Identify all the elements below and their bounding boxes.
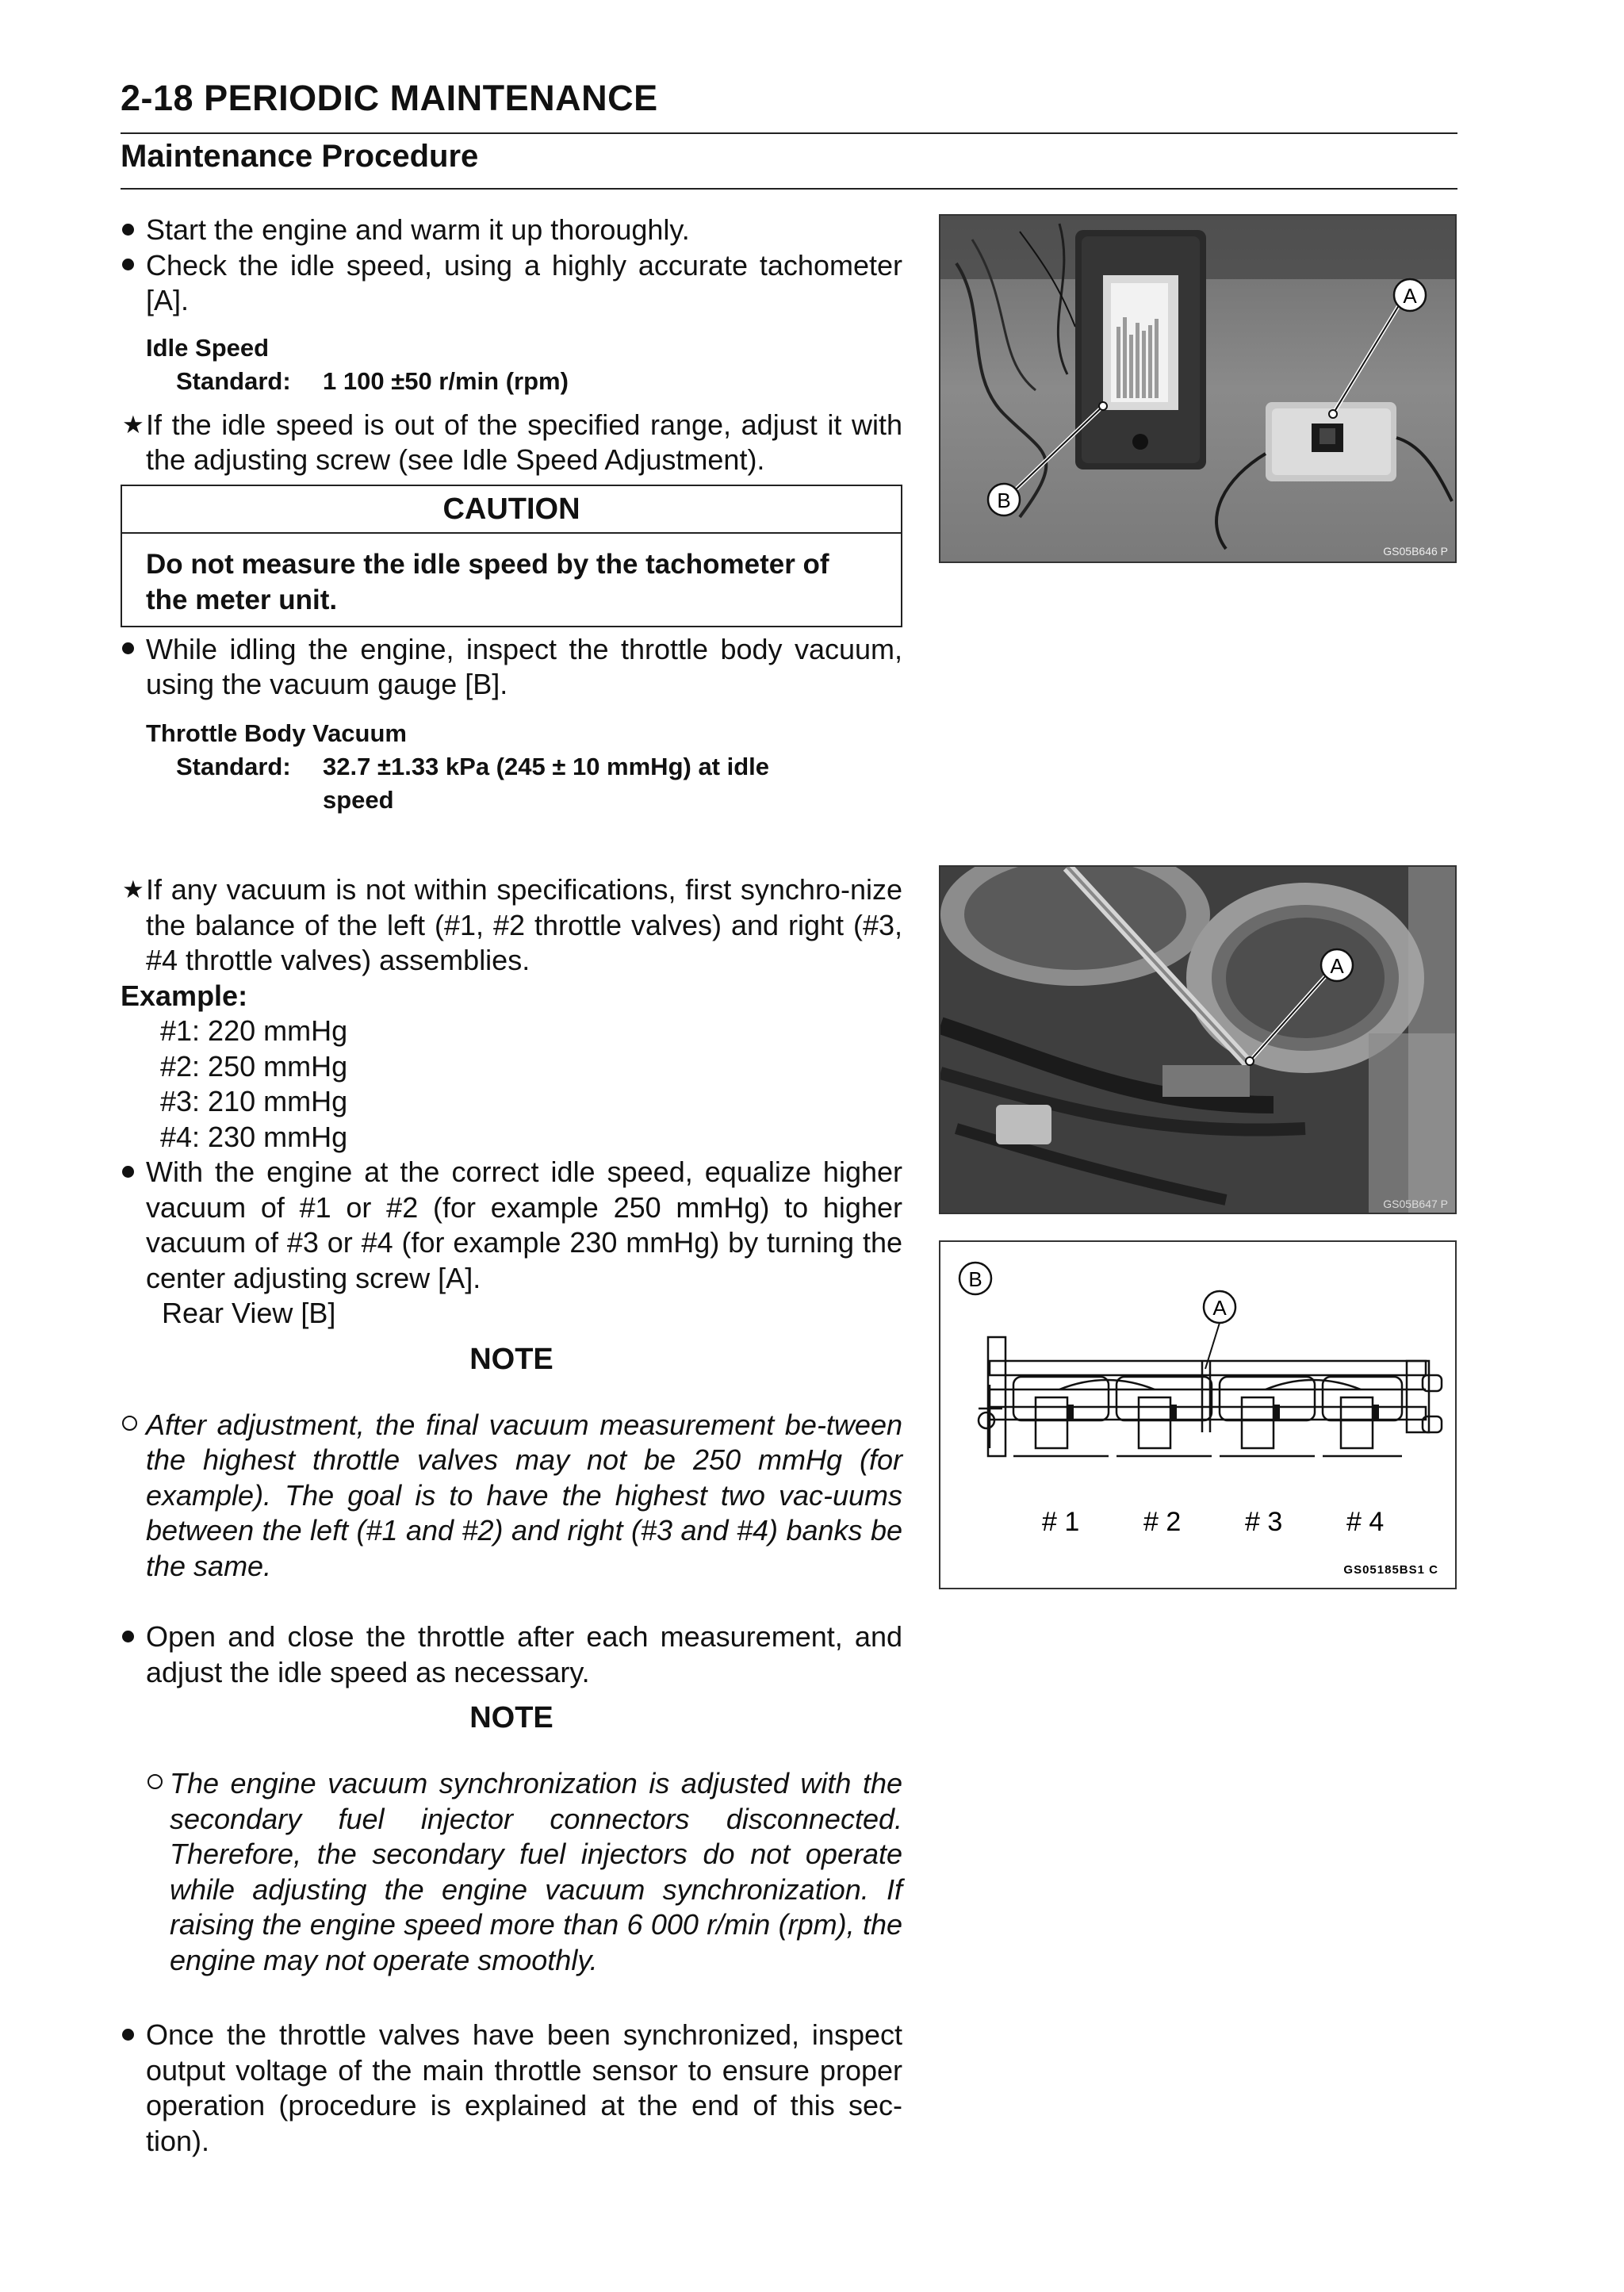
example-item: #2: 250 mmHg: [160, 1049, 348, 1083]
callout-b: B: [997, 489, 1011, 512]
rear-view-diagram: [939, 1240, 1457, 1589]
bullet-throttle-vacuum: While idling the engine, inspect the throttle body vacuum, using the vacuum gauge [B].: [121, 632, 902, 703]
vacuum-spec-heading: Throttle Body Vacuum: [146, 719, 407, 747]
note-title: NOTE: [469, 1342, 553, 1376]
bullet-open-close: Open and close the throttle after each measurement, and adjust the idle speed as necessary.: [121, 1619, 902, 1690]
vacuum-spec-label: Standard:: [176, 752, 291, 780]
note-secondary-injector: The engine vacuum synchronization is adjusted with the secondary fuel injector connectors disconnected. Therefore, the secondary fuel injectors do not operate while adjusting the engine vacuum synchronization. If raising the engine speed more than 6 000 r/min (rpm), the engine may not operate smoothly.: [121, 1766, 902, 1978]
vacuum-spec-value: 32.7 ±1.33 kPa (245 ± 10 mmHg) at idle speed: [323, 752, 770, 814]
callout-a: A: [1330, 954, 1344, 978]
section-title: Maintenance Procedure: [121, 139, 479, 174]
example-item: #3: 210 mmHg: [160, 1085, 348, 1117]
callout-a: A: [1212, 1296, 1227, 1320]
throttle-body-illustration: [940, 867, 1455, 1213]
tachometer-photo-illustration: [940, 216, 1455, 562]
rear-view-drawing: [940, 1242, 1455, 1588]
idle-spec-heading: Idle Speed: [146, 333, 270, 362]
text-block-1: [121, 213, 902, 817]
bullet-icon: [122, 213, 146, 248]
bullet-icon: [122, 248, 146, 284]
page-title: 2-18 PERIODIC MAINTENANCE: [121, 78, 658, 118]
star-icon: ★: [122, 410, 144, 439]
text-block-3: [121, 1619, 902, 2159]
idle-spec-value: 1 100 ±50 r/min (rpm): [323, 366, 569, 395]
figure-code: GS05B647 P: [1383, 1198, 1448, 1210]
callout-a: A: [1403, 284, 1417, 308]
bullet-check-idle: Check the idle speed, using a highly accurate tachometer [A].: [121, 248, 902, 319]
caution-text: Do not measure the idle speed by the tachometer of the meter unit.: [146, 548, 829, 615]
star-icon: ★: [122, 876, 144, 903]
star-synchronize: ★ If any vacuum is not within specifications, first synchro-nize the balance of the left (#1, #2 throttle valves) and right (#3, #4 throttle valves) assemblies.: [122, 873, 902, 976]
text-block-2: [121, 872, 902, 1612]
idle-spec-label: Standard:: [176, 366, 291, 395]
bullet-start-engine: Start the engine and warm it up thoroughly.: [121, 213, 902, 248]
caution-title: CAUTION: [122, 486, 901, 534]
example-item: #1: 220 mmHg: [160, 1014, 348, 1047]
tachometer-photo: [939, 214, 1457, 563]
section-rule: [121, 188, 1457, 190]
cylinder-label-3: # 3: [1245, 1507, 1283, 1537]
bullet-icon: [122, 2018, 146, 2053]
bullet-equalize: With the engine at the correct idle speed, equalize higher vacuum of #1 or #2 (for example 250 mmHg) to higher vacuum of #3 or #4 (for example 230 mmHg) by turning the center adjusting screw [A].: [121, 1155, 902, 1296]
figure-code: GS05185BS1 C: [1343, 1563, 1438, 1577]
bullet-icon: [122, 1619, 146, 1655]
cylinder-label-4: # 4: [1346, 1507, 1385, 1537]
example-heading: Example:: [121, 979, 248, 1012]
example-item: #4: 230 mmHg: [160, 1120, 348, 1153]
caution-box: [121, 485, 902, 627]
rear-view-label: Rear View [B]: [162, 1297, 336, 1329]
note-adjustment: After adjustment, the final vacuum measurement be-tween the highest throttle valves may not be 250 mmHg (for example). The goal is to have the highest two vac-uums between the left (#1 and #2) and right (#3 and #4) banks be the same.: [121, 1408, 902, 1585]
bullet-throttle-sensor: Once the throttle valves have been synchronized, inspect output voltage of the main throttle sensor to ensure proper operation (procedure is explained at the end of this sec-tion).: [121, 2018, 902, 2159]
idle-spec-row: [176, 365, 902, 398]
vacuum-spec-row: [176, 750, 902, 817]
cylinder-label-2: # 2: [1143, 1507, 1182, 1537]
bullet-icon: [122, 632, 146, 668]
throttle-body-photo: [939, 865, 1457, 1214]
cylinder-label-1: # 1: [1042, 1507, 1080, 1537]
figure-code: GS05B646 P: [1383, 545, 1448, 558]
callout-b: B: [968, 1267, 982, 1291]
bullet-icon: [122, 1155, 146, 1190]
star-idle-range: ★ If the idle speed is out of the specified range, adjust it with the adjusting screw (see Idle Speed Adjustment).: [122, 408, 902, 476]
header-rule: [121, 132, 1457, 134]
note-title: NOTE: [469, 1701, 553, 1734]
